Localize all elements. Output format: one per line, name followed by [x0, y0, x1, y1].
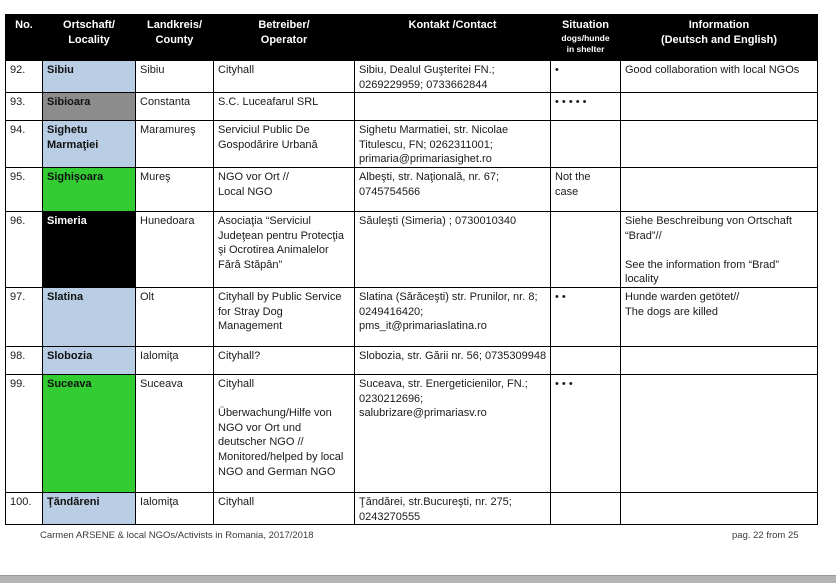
header-county: Landkreis/ County [136, 15, 214, 61]
cell-locality: Slobozia [43, 346, 136, 374]
cell-information [621, 374, 818, 492]
cell-situation [551, 346, 621, 374]
cell-contact: Sighetu Marmatiei, str. Nicolae Titulescu, FN; 0262311001; primaria@primariasighet.ro [355, 121, 551, 168]
cell-county: Ialomiţa [136, 346, 214, 374]
cell-situation: • • • • • [551, 93, 621, 121]
cell-no: 96. [6, 211, 43, 287]
table-row [6, 492, 818, 524]
cell-county: Maramureş [136, 121, 214, 168]
cell-operator: Asociaţia “Serviciul Judeţean pentru Protecţia şi Ocrotirea Animalelor Fără Stăpân” [214, 211, 355, 287]
cell-situation [551, 121, 621, 168]
cell-contact: Suceava, str. Energeticienilor, FN.; 0230212696; salubrizare@primariasv.ro [355, 374, 551, 492]
header-situation-subtitle: dogs/hunde in shelter [561, 33, 610, 54]
cell-operator: Cityhall [214, 492, 355, 524]
cell-information [621, 346, 818, 374]
table-row [6, 61, 818, 93]
cell-county: Hunedoara [136, 211, 214, 287]
cell-no: 98. [6, 346, 43, 374]
cell-locality: Slatina [43, 287, 136, 346]
cell-operator: Serviciul Public De Gospodărire Urbană [214, 121, 355, 168]
table-row [6, 287, 818, 346]
cell-information [621, 492, 818, 524]
cell-information: Good collaboration with local NGOs [621, 61, 818, 93]
cell-operator: Cityhall? [214, 346, 355, 374]
cell-information [621, 93, 818, 121]
shelter-table [5, 14, 818, 525]
cell-contact: Săuleşti (Simeria) ; 0730010340 [355, 211, 551, 287]
cell-operator: NGO vor Ort // Local NGO [214, 167, 355, 211]
page-bottom-border [0, 575, 836, 583]
table-row [6, 211, 818, 287]
cell-contact: Sibiu, Dealul Guşteritei FN.; 0269229959; 0733662844 [355, 61, 551, 93]
cell-locality: Sighişoara [43, 167, 136, 211]
cell-no: 94. [6, 121, 43, 168]
cell-no: 99. [6, 374, 43, 492]
footer-author: Carmen ARSENE & local NGOs/Activists in Romania, 2017/2018 [40, 530, 314, 541]
table-row [6, 374, 818, 492]
cell-locality: Suceava [43, 374, 136, 492]
cell-contact: Slatina (Sărăceşti) str. Prunilor, nr. 8; 0249416420; pms_it@primariaslatina.ro [355, 287, 551, 346]
cell-operator: S.C. Luceafarul SRL [214, 93, 355, 121]
cell-situation: • [551, 61, 621, 93]
cell-information [621, 121, 818, 168]
cell-no: 97. [6, 287, 43, 346]
cell-situation: Not the case [551, 167, 621, 211]
cell-information: Hunde warden getötet// The dogs are killed [621, 287, 818, 346]
header-operator: Betreiber/ Operator [214, 15, 355, 61]
cell-situation [551, 492, 621, 524]
cell-operator: Cityhall by Public Service for Stray Dog Management [214, 287, 355, 346]
cell-locality: Simeria [43, 211, 136, 287]
cell-county: Olt [136, 287, 214, 346]
header-situation [551, 15, 621, 61]
cell-situation [551, 211, 621, 287]
cell-no: 95. [6, 167, 43, 211]
header-locality: Ortschaft/ Locality [43, 15, 136, 61]
cell-operator: Cityhall [214, 61, 355, 93]
cell-locality: Ţăndăreni [43, 492, 136, 524]
table-row [6, 93, 818, 121]
table-row [6, 167, 818, 211]
cell-locality: Sighetu Marmaţiei [43, 121, 136, 168]
cell-no: 92. [6, 61, 43, 93]
cell-situation: • • • [551, 374, 621, 492]
cell-county: Ialomiţa [136, 492, 214, 524]
cell-contact: Albeşti, str. Naţională, nr. 67; 0745754566 [355, 167, 551, 211]
cell-county: Mureş [136, 167, 214, 211]
header-information: Information (Deutsch and English) [621, 15, 818, 61]
cell-contact: Ţăndărei, str.Bucureşti, nr. 275; 0243270555 [355, 492, 551, 524]
header-contact: Kontakt /Contact [355, 15, 551, 61]
table-row [6, 346, 818, 374]
cell-situation: • • [551, 287, 621, 346]
table-row [6, 121, 818, 168]
cell-locality: Sibiu [43, 61, 136, 93]
cell-contact [355, 93, 551, 121]
header-no: No. [6, 15, 43, 61]
cell-information: Siehe Beschreibung von Ortschaft “Brad”// See the information from “Brad” locality [621, 211, 818, 287]
cell-locality: Sibioara [43, 93, 136, 121]
cell-county: Suceava [136, 374, 214, 492]
cell-county: Constanta [136, 93, 214, 121]
cell-no: 100. [6, 492, 43, 524]
header-situation-title: Situation [561, 19, 610, 31]
cell-contact: Slobozia, str. Gării nr. 56; 0735309948 [355, 346, 551, 374]
footer-page-number: pag. 22 from 25 [732, 530, 799, 541]
cell-operator: Cityhall Überwachung/Hilfe von NGO vor Ort und deutscher NGO // Monitored/helped by local NGO and German NGO [214, 374, 355, 492]
cell-county: Sibiu [136, 61, 214, 93]
cell-information [621, 167, 818, 211]
cell-no: 93. [6, 93, 43, 121]
table-header-row [6, 15, 818, 61]
